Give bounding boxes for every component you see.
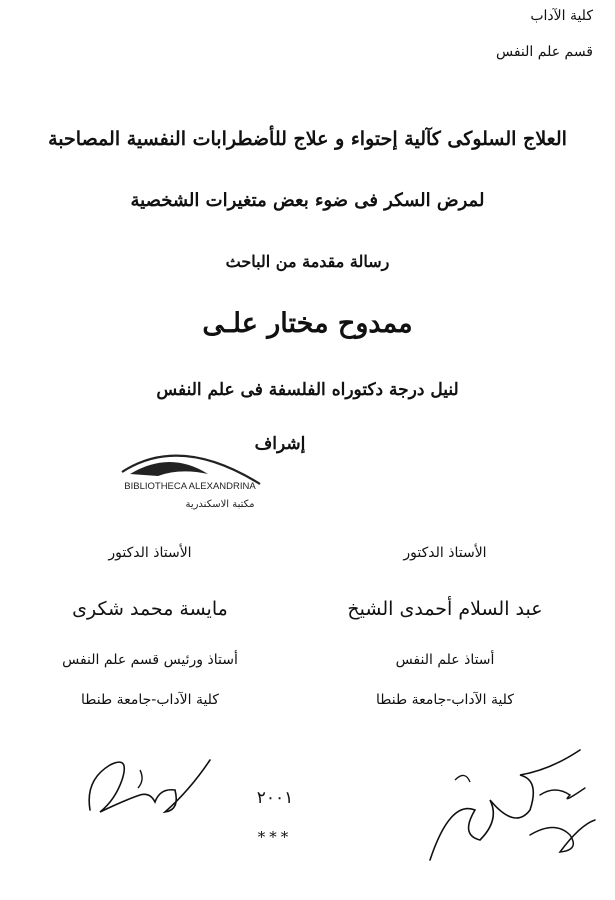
supervisor-1-name: عبد السلام أحمدى الشيخ — [347, 598, 543, 620]
decorative-stars: *** — [257, 828, 293, 846]
supervisor-2-position: أستاذ ورئيس قسم علم النفس — [62, 652, 238, 668]
author-name: ممدوح مختار علـى — [202, 308, 413, 339]
supervisor-1-position: أستاذ علم النفس — [395, 652, 495, 668]
supervisor-1-title: الأستاذ الدكتور — [403, 545, 487, 561]
stamp-swoosh — [130, 462, 208, 476]
signature-stroke — [430, 750, 580, 860]
degree-statement: لنيل درجة دكتوراه الفلسفة فى علم النفس — [156, 380, 459, 400]
supervision-label: إشراف — [254, 434, 306, 454]
stamp-latin-text: BIBLIOTHECA ALEXANDRINA — [124, 481, 256, 492]
supervisor-1-affiliation: كلية الآداب-جامعة طنطا — [376, 692, 514, 708]
supervisor-1-signature — [420, 740, 600, 870]
faculty-name: كلية الآداب — [530, 8, 593, 24]
supervisor-2-affiliation: كلية الآداب-جامعة طنطا — [81, 692, 219, 708]
year: ٢٠٠١ — [256, 788, 294, 808]
thesis-title-line-1: العلاج السلوكى كآلية إحتواء و علاج للأضطرابات النفسية المصاحبة — [48, 128, 567, 150]
signature-stroke — [455, 775, 470, 782]
department-name: قسم علم النفس — [495, 44, 593, 60]
thesis-title-line-2: لمرض السكر فى ضوء بعض متغيرات الشخصية — [130, 190, 485, 211]
signature-stroke — [89, 760, 210, 812]
signature-stroke — [530, 820, 595, 852]
signature-stroke — [138, 770, 142, 788]
supervisor-2-title: الأستاذ الدكتور — [108, 545, 192, 561]
stamp-arabic-text: مكتبة الاسكندرية — [185, 499, 255, 510]
library-stamp — [100, 432, 280, 516]
supervisor-2-signature — [80, 740, 220, 830]
signature-stroke — [540, 788, 585, 799]
supervisor-2-name: مايسة محمد شكرى — [72, 598, 228, 620]
submitted-by-label: رسالة مقدمة من الباحث — [225, 252, 390, 271]
